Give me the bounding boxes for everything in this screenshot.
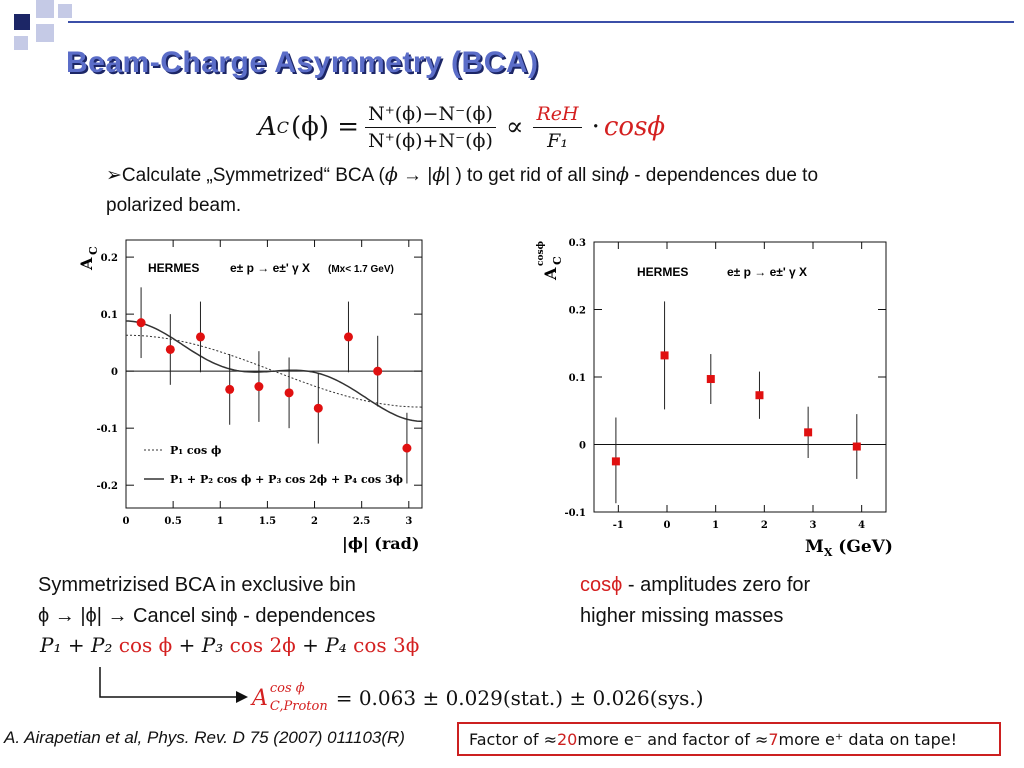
right-ylabel-sup: cosϕ bbox=[536, 240, 546, 266]
right-xtick-label: 2 bbox=[760, 520, 768, 531]
bullet-marker: ➢ bbox=[106, 165, 122, 186]
right-data-point bbox=[661, 351, 669, 359]
formula-re-fraction bbox=[533, 103, 581, 152]
formula-propto: ∝ bbox=[505, 112, 524, 142]
exp-cos3: cos 3ϕ bbox=[346, 633, 420, 657]
phi-symbol: ϕ bbox=[432, 164, 446, 186]
left-data-point bbox=[196, 332, 205, 341]
corner-square-light bbox=[36, 0, 54, 18]
right-ylabel: A bbox=[541, 267, 560, 280]
right-ylabel-sub: C bbox=[551, 256, 564, 265]
note-factor-2: 7 bbox=[768, 729, 779, 749]
left-xtick-label: 3 bbox=[405, 516, 413, 527]
formula-numerator: N⁺(ϕ)−N⁻(ϕ) bbox=[365, 103, 496, 128]
left-xtick-label: 1.5 bbox=[258, 516, 277, 527]
right-xlabel-sub: X bbox=[823, 546, 833, 559]
legend-entry-2: P₁ + P₂ cos ϕ + P₃ cos 2ϕ + P₄ cos 3ϕ bbox=[170, 473, 404, 486]
left-data-point bbox=[166, 345, 175, 354]
left-ytick-label: -0.1 bbox=[96, 424, 118, 436]
right-points bbox=[612, 301, 861, 503]
left-xtick-label: 2 bbox=[311, 516, 319, 527]
right-caption-line1 bbox=[580, 570, 810, 601]
right-axes bbox=[564, 238, 886, 531]
corner-square-light bbox=[14, 36, 28, 50]
result-sup: cos ϕ bbox=[269, 681, 305, 696]
bca-vs-mx-chart bbox=[522, 228, 902, 560]
left-caption-line2: ϕ → |ϕ| → Cancel sinϕ - dependences bbox=[38, 605, 376, 627]
right-data-point bbox=[612, 457, 620, 465]
bullet-part: - dependences due to polarized beam. bbox=[106, 165, 819, 216]
result-indices bbox=[270, 680, 328, 716]
right-data-point bbox=[804, 428, 812, 436]
right-ytick-label: 0.2 bbox=[568, 305, 586, 317]
right-labels bbox=[536, 240, 893, 559]
right-ytick-label: -0.1 bbox=[564, 508, 586, 519]
result-A: A bbox=[252, 685, 268, 711]
right-caption-line2: higher missing masses bbox=[580, 605, 784, 627]
note-part: Factor of ≈ bbox=[469, 729, 557, 749]
left-data-point bbox=[373, 367, 382, 376]
bullet-part: Calculate „Symmetrized“ BCA ( bbox=[121, 165, 385, 186]
formula-fraction bbox=[365, 103, 496, 152]
formula-dot: · bbox=[591, 112, 600, 142]
left-caption-line1: Symmetrizised BCA in exclusive bin bbox=[38, 574, 356, 596]
left-ytick-label: 0 bbox=[111, 367, 118, 379]
right-ytick-label: 0.3 bbox=[568, 238, 586, 249]
formula-re-numerator: ReH bbox=[533, 103, 581, 128]
left-cut-label: (Mx< 1.7 GeV) bbox=[328, 264, 394, 275]
right-data-point bbox=[853, 443, 861, 451]
left-experiment-label: HERMES bbox=[148, 261, 200, 275]
right-reaction-label: e± p → e±' γ X bbox=[727, 265, 808, 279]
left-data-point bbox=[314, 404, 323, 413]
left-xtick-label: 1 bbox=[216, 516, 224, 527]
right-caption-rest: - amplitudes zero for bbox=[622, 574, 811, 596]
result-formula bbox=[252, 680, 704, 716]
phi-symbol: ϕ bbox=[615, 164, 629, 186]
left-xtick-label: 2.5 bbox=[352, 516, 371, 527]
right-xtick-label: 4 bbox=[858, 520, 866, 531]
bca-vs-phi-chart bbox=[70, 228, 435, 560]
right-experiment-label: HERMES bbox=[637, 265, 689, 279]
bca-formula bbox=[258, 96, 665, 158]
left-data-point bbox=[225, 385, 234, 394]
left-ytick-label: 0.2 bbox=[100, 253, 118, 265]
exp-term: + P₃ bbox=[172, 633, 224, 657]
corner-square-light bbox=[36, 24, 54, 42]
formula-lhs: A bbox=[258, 112, 277, 142]
formula-denominator: N⁺(ϕ)+N⁻(ϕ) bbox=[368, 129, 493, 152]
left-data-point bbox=[402, 444, 411, 453]
corner-square-dark bbox=[14, 14, 30, 30]
right-xlabel-main: M bbox=[805, 537, 824, 557]
left-xtick-label: 0.5 bbox=[164, 516, 182, 527]
note-part: more e⁻ and factor of ≈ bbox=[577, 729, 769, 749]
left-xtick-label: 0 bbox=[122, 516, 130, 527]
result-value: = 0.063 ± 0.029(stat.) ± 0.026(sys.) bbox=[335, 686, 704, 710]
right-plot-frame bbox=[594, 242, 886, 512]
bullet-part: | ) to get rid of all sin bbox=[445, 165, 616, 186]
left-caption bbox=[38, 570, 375, 632]
left-ylabel: A bbox=[77, 257, 96, 270]
left-data-point bbox=[137, 318, 146, 327]
bullet-part: → | bbox=[397, 165, 433, 186]
slide-title: Beam-Charge Asymmetry (BCA) bbox=[66, 46, 539, 79]
left-ytick-label: -0.2 bbox=[96, 481, 118, 493]
right-data-point bbox=[707, 375, 715, 383]
bullet-text bbox=[106, 160, 826, 221]
right-ytick-label: 0.1 bbox=[568, 373, 586, 384]
result-arrow bbox=[96, 663, 256, 705]
left-data-point bbox=[344, 332, 353, 341]
left-data-point bbox=[285, 388, 294, 397]
right-xtick-label: 1 bbox=[712, 520, 720, 531]
right-xlabel bbox=[805, 537, 893, 559]
right-data-point bbox=[755, 391, 763, 399]
exp-term: + P₄ bbox=[295, 633, 347, 657]
formula-lhs-sub: C bbox=[276, 117, 290, 137]
left-reaction-label: e± p → e±' γ X bbox=[230, 261, 311, 275]
exp-cos2: cos 2ϕ bbox=[223, 633, 296, 657]
left-data-point bbox=[254, 382, 263, 391]
formula-cos: cosϕ bbox=[603, 112, 666, 142]
note-factor-1: 20 bbox=[556, 729, 578, 749]
formula-re-denominator: F₁ bbox=[547, 129, 568, 152]
right-caption-cos: cosϕ bbox=[580, 574, 623, 596]
reference-citation: A. Airapetian et al, Phys. Rev. D 75 (2007) 011103(R) bbox=[4, 728, 405, 747]
right-xtick-label: -1 bbox=[612, 520, 624, 531]
right-xlabel-units: (GeV) bbox=[832, 537, 893, 557]
left-xlabel: |ϕ| (rad) bbox=[342, 534, 420, 553]
corner-square-light bbox=[58, 4, 72, 18]
left-ytick-label: 0.1 bbox=[100, 310, 118, 322]
expansion-formula bbox=[40, 633, 419, 657]
data-note-box bbox=[457, 722, 1001, 756]
right-xtick-label: 0 bbox=[663, 520, 671, 531]
formula-lhs-arg: (ϕ) = bbox=[291, 112, 360, 142]
left-ylabel-sub: C bbox=[87, 246, 100, 255]
exp-term: P₁ + P₂ bbox=[40, 633, 113, 657]
note-part: more e⁺ data on tape! bbox=[778, 729, 958, 749]
right-ytick-label: 0 bbox=[579, 440, 586, 452]
result-sub: C,Proton bbox=[269, 699, 328, 714]
legend-entry-1: P₁ cos ϕ bbox=[170, 444, 222, 457]
right-xtick-label: 3 bbox=[809, 520, 817, 531]
phi-symbol: ϕ bbox=[384, 164, 398, 186]
title-underline bbox=[68, 21, 1014, 23]
right-caption bbox=[580, 570, 810, 632]
exp-cos1: cos ϕ bbox=[112, 633, 173, 657]
